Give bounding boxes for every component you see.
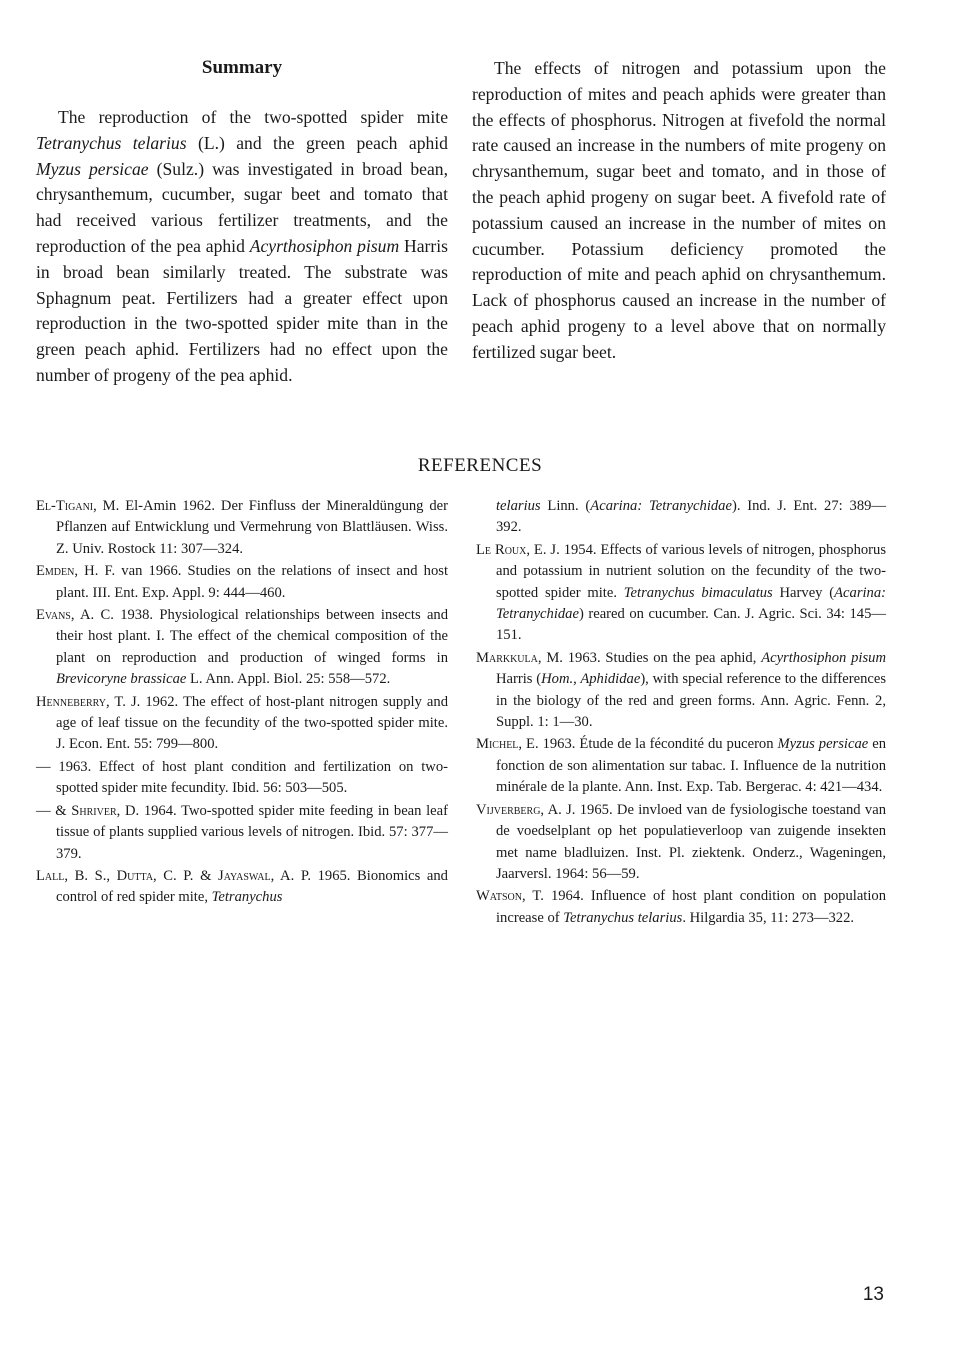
summary-paragraph-left: The reproduction of the two-spotted spider mite Tetranychus telarius (L.) and the green peach aphid Myzus persicae (Sulz.) was investigated in broad bean, chrysanthemum, cucumber, sugar beet and tomato that had received various fertilizer treatments, and the reproduction of the pea aphid Acyrthosiphon pisum Harris in broad bean similarly treated. The substrate was Sphagnum peat. Fertilizers had a greater effect upon reproduction in the two-spotted spider mite than in the green peach aphid. Fertilizers had no effect upon the number of progeny of the pea aphid. (36, 107, 448, 385)
reference-item: — 1963. Effect of host plant condition and fertilization on two-spotted spider mite fecundity. Ibid. 56: 503—505. (36, 758, 448, 797)
reference-item: Emden, H. F. van 1966. Studies on the relations of insect and host plant. III. Ent. Exp. Appl. 9: 444—460. (36, 563, 448, 601)
reference-item: Henneberry, T. J. 1962. The effect of host-plant nitrogen supply and age of leaf tissue on the fecundity of the two-spotted spider mite. J. Econ. Ent. 55: 799—800. (36, 693, 448, 753)
reference-item: Michel, E. 1963. Étude de la fécondité du puceron Myzus persicae en fonction de son alimentation sur tabac. I. Influence de la nutrition minérale de la plante. Ann. Inst. Exp. Tab. Bergerac. 4: 421—434. (476, 736, 886, 796)
page-number: 13 (862, 1284, 884, 1305)
references-left-column (36, 496, 448, 910)
reference-item: El-Tigani, M. El-Amin 1962. Der Finfluss der Mineraldüngung der Pflanzen auf Entwicklung und Vermehrung von Blattläusen. Wiss. Z. Univ. Rostock 11: 307—324. (36, 498, 449, 557)
reference-item: Markkula, M. 1963. Studies on the pea aphid, Acyrthosiphon pisum Harris (Hom., Aphididae), with special reference to the differences in the biology of the red and green forms. Ann. Agric. Fenn. 2, Suppl. 1: 1—30. (476, 649, 887, 731)
reference-item: — & Shriver, D. 1964. Two-spotted spider mite feeding in bean leaf tissue of plants supplied various levels of nitrogen. Ibid. 57: 377—379. (36, 802, 449, 862)
summary-heading: Summary (201, 57, 283, 78)
reference-item-continued: telarius Linn. (Acarina: Tetranychidae). Ind. J. Ent. 27: 389—392. (496, 498, 887, 536)
summary-left-column (36, 55, 448, 389)
reference-item: Lall, B. S., Dutta, C. P. & Jayaswal, A. P. 1965. Bionomics and control of red spider mite, Tetranychus (36, 867, 448, 906)
references-right-column (476, 496, 886, 930)
reference-item: Vijverberg, A. J. 1965. De invloed van de fysiologische toestand van de voedselplant op het populatieverloop van zuigende insekten met name bladluizen. Inst. Pl. ziektenk. Onderz., Wageningen, Jaarversl. 1964: 56—59. (476, 801, 886, 882)
references-heading: REFERENCES (417, 455, 543, 476)
summary-paragraph-right: The effects of nitrogen and potassium upon the reproduction of mites and peach aphids were greater than the effects of phosphorus. Nitrogen at fivefold the normal rate caused an increase in the numbers of mite progeny on chrysanthemum, sugar beet and tomato, and in those of the peach aphid progeny on sugar beet. A fivefold rate of potassium caused an increase in the number of mites on cucumber. Potassium deficiency promoted the reproduction of mite and peach aphid on chrysanthemum. Lack of phosphorus caused an increase in the number of peach aphid progeny to a level above that on normally fertilized sugar beet. (472, 58, 886, 362)
summary-right-column (472, 55, 886, 366)
reference-item: Watson, T. 1964. Influence of host plant condition on population increase of Tetranychus telarius. Hilgardia 35, 11: 273—322. (476, 888, 887, 926)
reference-item: Evans, A. C. 1938. Physiological relationships between insects and their host plant. I. The effect of the chemical composition of the plant on reproduction and production of winged forms in Brevicoryne brassicae L. Ann. Appl. Biol. 25: 558—572. (36, 607, 449, 688)
reference-item: Le Roux, E. J. 1954. Effects of various levels of nitrogen, phosphorus and potassium in nutrient solution on the fecundity of the two-spotted spider mite. Tetranychus bimaculatus Harvey (Acarina: Tetranychidae) reared on cucumber. Can. J. Agric. Sci. 34: 145—151. (476, 541, 887, 644)
